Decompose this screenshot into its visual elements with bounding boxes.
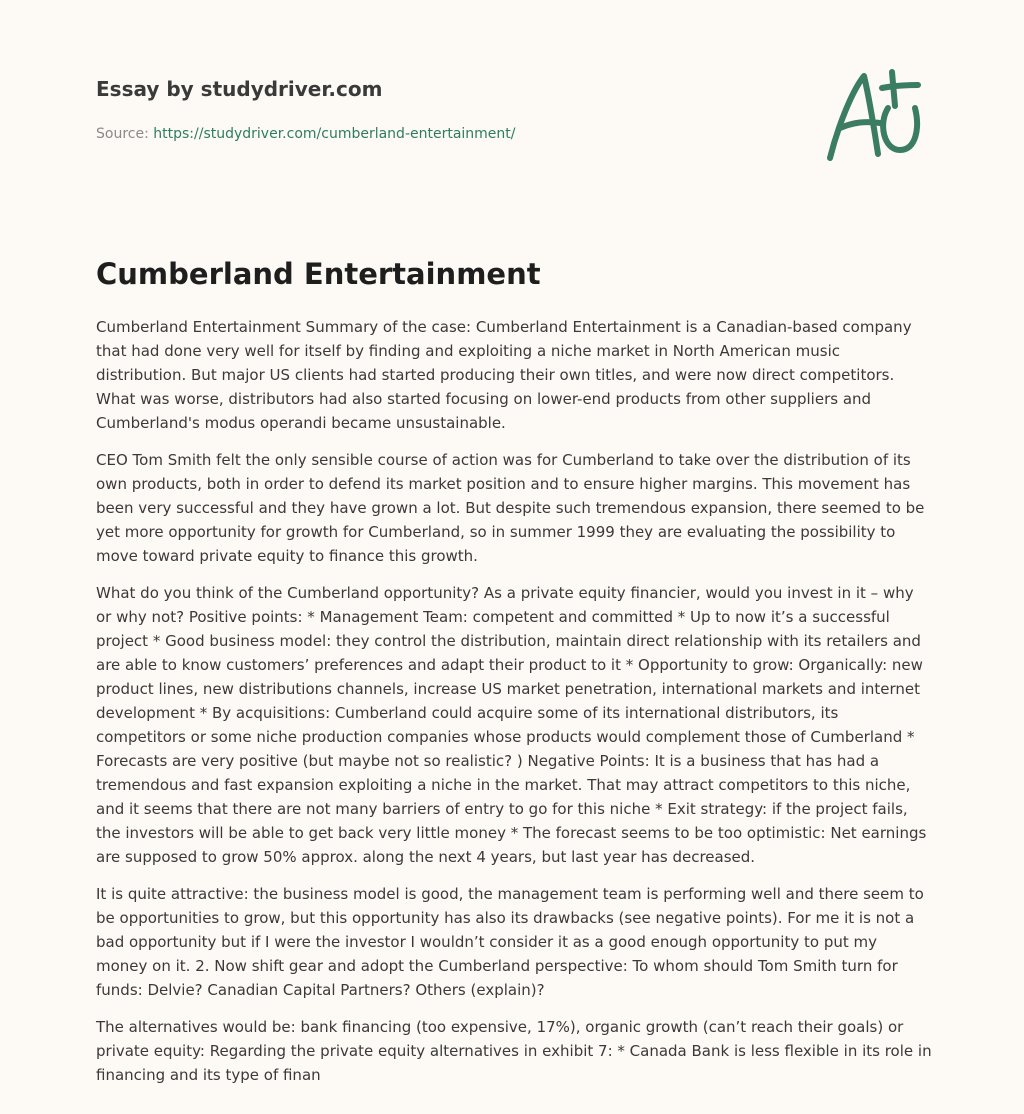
a-plus-grade-icon	[820, 66, 930, 166]
logo-smile-loop	[883, 108, 917, 150]
logo-letter-a-stroke	[830, 76, 878, 158]
essay-paragraph: Cumberland Entertainment Summary of the case: Cumberland Entertainment is a Canadian-based company that had done very well for itself by finding and exploiting a niche market in North American music distribution. But major US clients had started producing their own titles, and were now direct competitors. What was worse, distributors had also started focusing on lower-end products from other suppliers and Cumberland's modus operandi became unsustainable.	[96, 318, 912, 432]
logo-plus-horizontal	[882, 85, 918, 88]
source-link[interactable]: https://studydriver.com/cumberland-entertainment/	[153, 126, 516, 142]
essay-body	[96, 315, 932, 1100]
essay-paragraph: CEO Tom Smith felt the only sensible course of action was for Cumberland to take over the distribution of its own products, both in order to defend its market position and to ensure higher margins. This movement has been very successful and they have grown a lot. But despite such tremendous expansion, there seemed to be yet more opportunity for growth for Cumberland, so in summer 1999 they are evaluating the possibility to move toward private equity to finance this growth.	[96, 451, 925, 565]
essay-paragraph: What do you think of the Cumberland opportunity? As a private equity financier, would you invest in it – why or why not? Positive points: * Management Team: competent and committed * Up to now it’s a successful project * Good business model: they control the distribution, maintain direct relationship with its retailers and are able to know customers’ preferences and adapt their product to it * Opportunity to grow: Organically: new product lines, new distributions channels, increase US market penetration, international markets and internet development * By acquisitions: Cumberland could acquire some of its international distributors, its competitors or some niche production companies whose products would complement those of Cumberland * Forecasts are very positive (but maybe not so realistic? ) Negative Points: It is a business that has had a tremendous and fast expansion exploiting a niche in the market. That may attract competitors to this niche, and it seems that there are not many barriers of entry to go for this niche * Exit strategy: if the project fails, the investors will be able to get back very little money * The forecast seems to be too optimistic: Net earnings are supposed to grow 50% approx. along the next 4 years, but last year has decreased.	[96, 584, 927, 866]
site-brand: Essay by studydriver.com	[96, 77, 383, 101]
essay-title: Cumberland Entertainment	[96, 257, 541, 291]
source-label: Source:	[96, 126, 154, 142]
essay-paragraph: It is quite attractive: the business model is good, the management team is performing well and there seem to be opportunities to grow, but this opportunity has also its drawbacks (see negative points). For me it is not a bad opportunity but if I were the investor I wouldn’t consider it as a good enough opportunity to put my money on it. 2. Now shift gear and adopt the Cumberland perspective: To whom should Tom Smith turn for funds: Delvie? Canadian Capital Partners? Others (explain)?	[96, 885, 924, 999]
essay-paragraph: The alternatives would be: bank financing (too expensive, 17%), organic growth (can’t reach their goals) or private equity: Regarding the private equity alternatives in exhibit 7: * Canada Bank is less flexible in its role in financing and its type of finan	[96, 1018, 932, 1084]
source-line	[96, 124, 796, 144]
essay-header	[96, 74, 796, 144]
